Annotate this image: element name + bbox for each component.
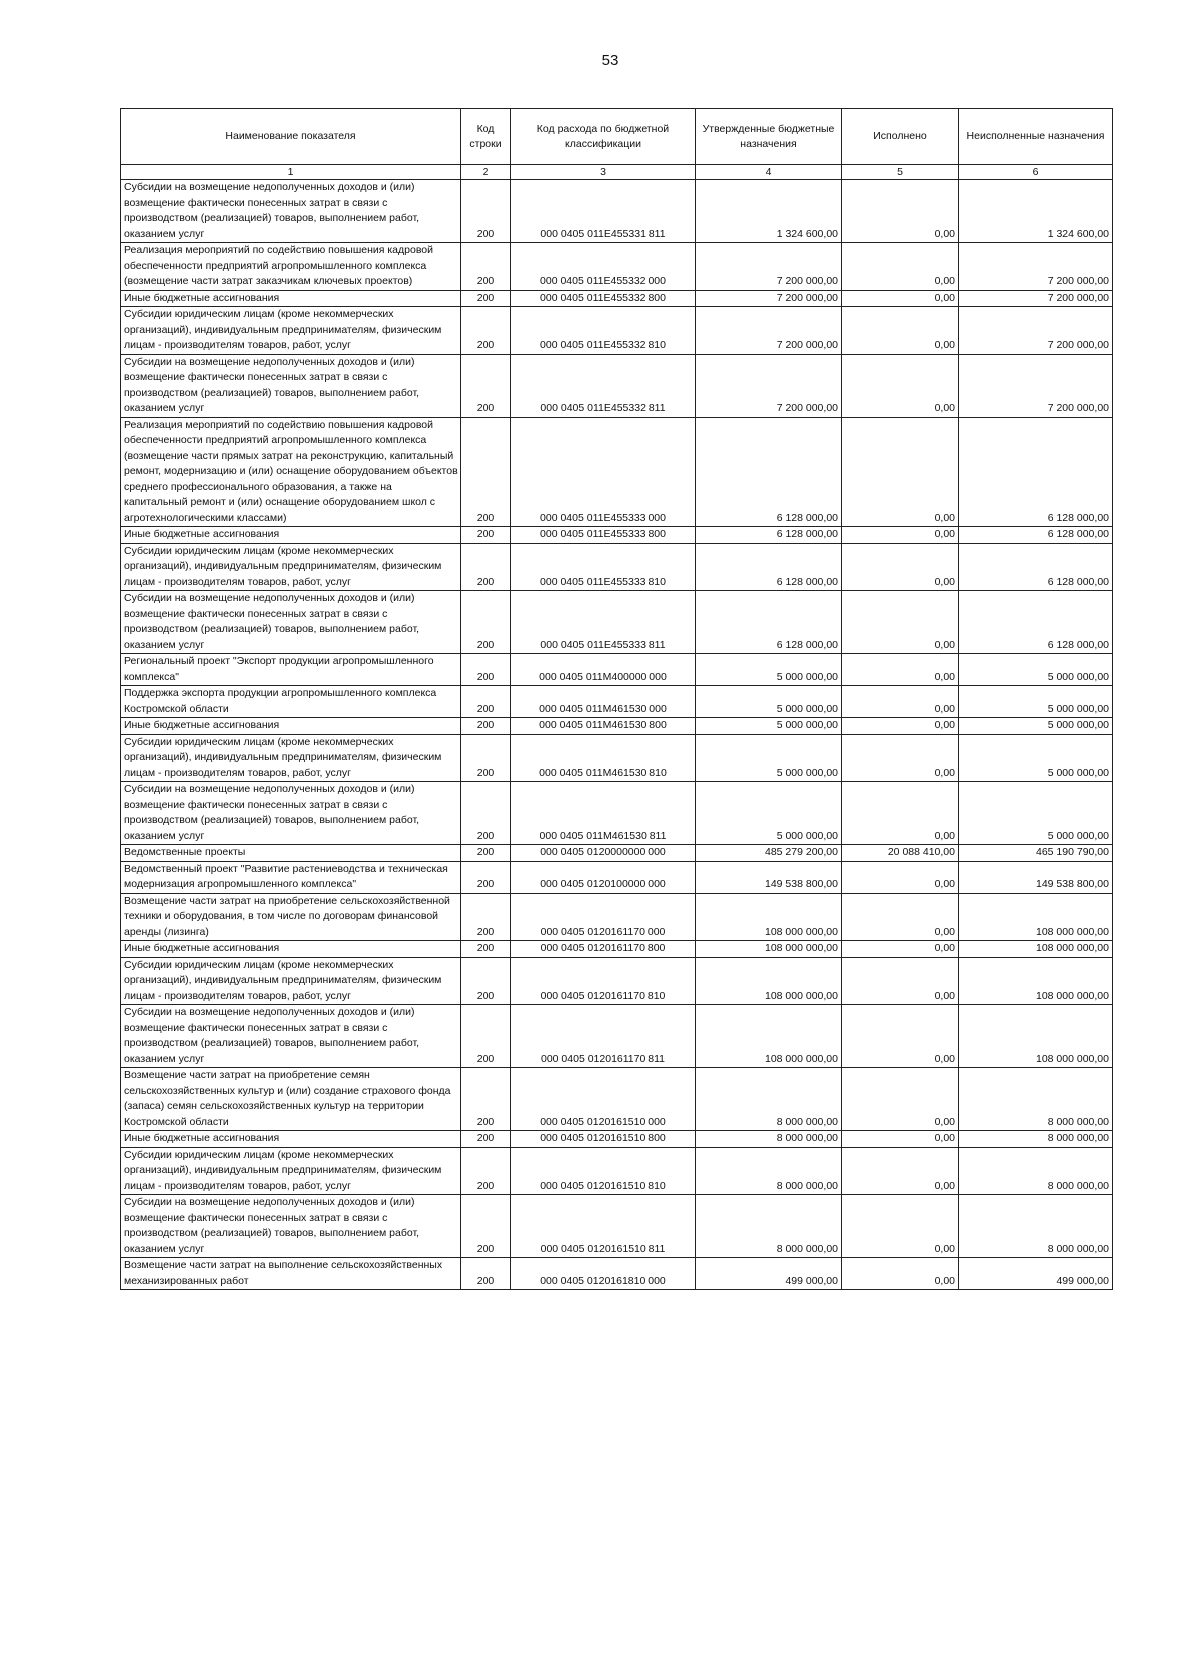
row-line-code: 200 [461, 1147, 511, 1195]
row-line-code: 200 [461, 527, 511, 544]
row-approved: 6 128 000,00 [696, 527, 842, 544]
column-number: 1 [121, 165, 461, 180]
row-budget-code: 000 0405 0120161510 800 [511, 1131, 696, 1148]
column-number-row [121, 165, 1113, 180]
row-approved: 5 000 000,00 [696, 734, 842, 782]
page-number: 53 [601, 52, 619, 69]
row-budget-code: 000 0405 0120161170 000 [511, 893, 696, 941]
table-row [121, 417, 1113, 527]
row-budget-code: 000 0405 0120000000 000 [511, 845, 696, 862]
row-name: Субсидии на возмещение недополученных доходов и (или) возмещение фактически понесенных затрат в связи с производством (реализацией) товаров, выполнением работ, оказанием услуг [121, 354, 461, 417]
row-name: Субсидии на возмещение недополученных доходов и (или) возмещение фактически понесенных затрат в связи с производством (реализацией) товаров, выполнением работ, оказанием услуг [121, 591, 461, 654]
column-number: 5 [842, 165, 959, 180]
row-executed: 20 088 410,00 [842, 845, 959, 862]
row-budget-code: 000 0405 011M461530 811 [511, 782, 696, 845]
column-header: Наименование показателя [121, 109, 461, 165]
row-line-code: 200 [461, 1195, 511, 1258]
row-executed: 0,00 [842, 718, 959, 735]
row-name: Субсидии на возмещение недополученных доходов и (или) возмещение фактически понесенных затрат в связи с производством (реализацией) товаров, выполнением работ, оказанием услуг [121, 1195, 461, 1258]
row-approved: 485 279 200,00 [696, 845, 842, 862]
row-approved: 149 538 800,00 [696, 861, 842, 893]
row-unexecuted: 6 128 000,00 [959, 527, 1113, 544]
row-unexecuted: 7 200 000,00 [959, 243, 1113, 291]
column-number: 2 [461, 165, 511, 180]
row-executed: 0,00 [842, 861, 959, 893]
row-line-code: 200 [461, 941, 511, 958]
row-budget-code: 000 0405 011E455332 000 [511, 243, 696, 291]
row-line-code: 200 [461, 734, 511, 782]
row-line-code: 200 [461, 845, 511, 862]
row-executed: 0,00 [842, 654, 959, 686]
row-line-code: 200 [461, 654, 511, 686]
row-budget-code: 000 0405 011E455332 800 [511, 290, 696, 307]
row-unexecuted: 108 000 000,00 [959, 957, 1113, 1005]
table-row [121, 734, 1113, 782]
row-line-code: 200 [461, 417, 511, 527]
row-executed: 0,00 [842, 1068, 959, 1131]
row-approved: 108 000 000,00 [696, 957, 842, 1005]
row-name: Ведомственный проект "Развитие растениеводства и техническая модернизация агропромышленного комплекса" [121, 861, 461, 893]
row-approved: 5 000 000,00 [696, 718, 842, 735]
row-approved: 5 000 000,00 [696, 654, 842, 686]
row-budget-code: 000 0405 0120161510 810 [511, 1147, 696, 1195]
table-row [121, 686, 1113, 718]
row-line-code: 200 [461, 718, 511, 735]
row-executed: 0,00 [842, 591, 959, 654]
table-row [121, 307, 1113, 355]
column-header: Утвержденные бюджетные назначения [696, 109, 842, 165]
row-unexecuted: 5 000 000,00 [959, 686, 1113, 718]
row-name: Реализация мероприятий по содействию повышения кадровой обеспеченности предприятий агропромышленного комплекса (возмещение части затрат заказчикам ключевых проектов) [121, 243, 461, 291]
table-row [121, 1005, 1113, 1068]
row-unexecuted: 5 000 000,00 [959, 734, 1113, 782]
row-budget-code: 000 0405 011E455333 810 [511, 543, 696, 591]
row-line-code: 200 [461, 893, 511, 941]
row-unexecuted: 108 000 000,00 [959, 941, 1113, 958]
row-budget-code: 000 0405 011E455332 810 [511, 307, 696, 355]
row-executed: 0,00 [842, 243, 959, 291]
row-unexecuted: 149 538 800,00 [959, 861, 1113, 893]
table-row [121, 1258, 1113, 1290]
row-approved: 8 000 000,00 [696, 1068, 842, 1131]
row-unexecuted: 6 128 000,00 [959, 543, 1113, 591]
row-line-code: 200 [461, 591, 511, 654]
row-approved: 1 324 600,00 [696, 180, 842, 243]
row-name: Возмещение части затрат на выполнение сельскохозяйственных механизированных работ [121, 1258, 461, 1290]
row-approved: 8 000 000,00 [696, 1195, 842, 1258]
row-budget-code: 000 0405 0120161510 811 [511, 1195, 696, 1258]
row-budget-code: 000 0405 0120161170 811 [511, 1005, 696, 1068]
row-unexecuted: 499 000,00 [959, 1258, 1113, 1290]
row-executed: 0,00 [842, 1258, 959, 1290]
budget-table [120, 108, 1113, 1290]
column-header: Исполнено [842, 109, 959, 165]
row-approved: 5 000 000,00 [696, 686, 842, 718]
row-approved: 6 128 000,00 [696, 417, 842, 527]
row-budget-code: 000 0405 0120161810 000 [511, 1258, 696, 1290]
row-approved: 7 200 000,00 [696, 243, 842, 291]
row-name: Возмещение части затрат на приобретение семян сельскохозяйственных культур и (или) создание страхового фонда (запаса) семян сельскохозяйственных культур на территории Костромской области [121, 1068, 461, 1131]
row-executed: 0,00 [842, 1005, 959, 1068]
row-name: Региональный проект "Экспорт продукции агропромышленного комплекса" [121, 654, 461, 686]
row-executed: 0,00 [842, 180, 959, 243]
table-row [121, 243, 1113, 291]
column-number: 6 [959, 165, 1113, 180]
row-budget-code: 000 0405 0120161170 810 [511, 957, 696, 1005]
table-row [121, 782, 1113, 845]
row-name: Возмещение части затрат на приобретение сельскохозяйственной техники и оборудования, в том числе по договорам финансовой аренды (лизинга) [121, 893, 461, 941]
row-approved: 8 000 000,00 [696, 1147, 842, 1195]
row-budget-code: 000 0405 011E455332 811 [511, 354, 696, 417]
row-executed: 0,00 [842, 1195, 959, 1258]
row-approved: 8 000 000,00 [696, 1131, 842, 1148]
row-budget-code: 000 0405 011E455331 811 [511, 180, 696, 243]
row-approved: 7 200 000,00 [696, 354, 842, 417]
row-executed: 0,00 [842, 941, 959, 958]
row-executed: 0,00 [842, 1131, 959, 1148]
row-budget-code: 000 0405 011E455333 811 [511, 591, 696, 654]
table-row [121, 1195, 1113, 1258]
row-name: Субсидии юридическим лицам (кроме некоммерческих организаций), индивидуальным предпринимателям, физическим лицам - производителям товаров, работ, услуг [121, 734, 461, 782]
row-budget-code: 000 0405 0120161510 000 [511, 1068, 696, 1131]
row-unexecuted: 8 000 000,00 [959, 1131, 1113, 1148]
table-row [121, 543, 1113, 591]
row-executed: 0,00 [842, 354, 959, 417]
row-executed: 0,00 [842, 893, 959, 941]
column-number: 4 [696, 165, 842, 180]
row-line-code: 200 [461, 290, 511, 307]
row-unexecuted: 8 000 000,00 [959, 1068, 1113, 1131]
row-unexecuted: 5 000 000,00 [959, 654, 1113, 686]
row-executed: 0,00 [842, 307, 959, 355]
column-header: Неисполненные назначения [959, 109, 1113, 165]
row-line-code: 200 [461, 243, 511, 291]
row-line-code: 200 [461, 1068, 511, 1131]
row-budget-code: 000 0405 011M461530 810 [511, 734, 696, 782]
row-name: Иные бюджетные ассигнования [121, 290, 461, 307]
header-row [121, 109, 1113, 165]
row-approved: 7 200 000,00 [696, 307, 842, 355]
table-row [121, 893, 1113, 941]
row-line-code: 200 [461, 782, 511, 845]
row-name: Субсидии юридическим лицам (кроме некоммерческих организаций), индивидуальным предпринимателям, физическим лицам - производителям товаров, работ, услуг [121, 307, 461, 355]
row-name: Поддержка экспорта продукции агропромышленного комплекса Костромской области [121, 686, 461, 718]
row-approved: 499 000,00 [696, 1258, 842, 1290]
table-row [121, 180, 1113, 243]
row-name: Субсидии на возмещение недополученных доходов и (или) возмещение фактически понесенных затрат в связи с производством (реализацией) товаров, выполнением работ, оказанием услуг [121, 180, 461, 243]
row-unexecuted: 5 000 000,00 [959, 718, 1113, 735]
row-executed: 0,00 [842, 1147, 959, 1195]
row-line-code: 200 [461, 354, 511, 417]
row-name: Иные бюджетные ассигнования [121, 1131, 461, 1148]
row-line-code: 200 [461, 307, 511, 355]
row-line-code: 200 [461, 1005, 511, 1068]
table-row [121, 941, 1113, 958]
table-row [121, 845, 1113, 862]
table-body [121, 180, 1113, 1290]
row-name: Субсидии юридическим лицам (кроме некоммерческих организаций), индивидуальным предпринимателям, физическим лицам - производителям товаров, работ, услуг [121, 543, 461, 591]
row-approved: 108 000 000,00 [696, 893, 842, 941]
row-approved: 5 000 000,00 [696, 782, 842, 845]
row-executed: 0,00 [842, 290, 959, 307]
row-name: Субсидии юридическим лицам (кроме некоммерческих организаций), индивидуальным предпринимателям, физическим лицам - производителям товаров, работ, услуг [121, 1147, 461, 1195]
row-line-code: 200 [461, 957, 511, 1005]
row-line-code: 200 [461, 180, 511, 243]
row-unexecuted: 465 190 790,00 [959, 845, 1113, 862]
column-header: Код строки [461, 109, 511, 165]
table-row [121, 654, 1113, 686]
row-budget-code: 000 0405 011E455333 000 [511, 417, 696, 527]
row-unexecuted: 6 128 000,00 [959, 591, 1113, 654]
row-executed: 0,00 [842, 957, 959, 1005]
table-row [121, 861, 1113, 893]
row-approved: 7 200 000,00 [696, 290, 842, 307]
row-line-code: 200 [461, 543, 511, 591]
row-approved: 6 128 000,00 [696, 591, 842, 654]
row-line-code: 200 [461, 861, 511, 893]
row-budget-code: 000 0405 0120161170 800 [511, 941, 696, 958]
row-unexecuted: 7 200 000,00 [959, 290, 1113, 307]
row-executed: 0,00 [842, 527, 959, 544]
table-row [121, 591, 1113, 654]
table-row [121, 1147, 1113, 1195]
row-budget-code: 000 0405 011M461530 800 [511, 718, 696, 735]
row-budget-code: 000 0405 011M400000 000 [511, 654, 696, 686]
row-approved: 6 128 000,00 [696, 543, 842, 591]
row-executed: 0,00 [842, 543, 959, 591]
table-row [121, 527, 1113, 544]
row-approved: 108 000 000,00 [696, 1005, 842, 1068]
row-unexecuted: 7 200 000,00 [959, 307, 1113, 355]
row-name: Иные бюджетные ассигнования [121, 941, 461, 958]
row-executed: 0,00 [842, 782, 959, 845]
row-line-code: 200 [461, 686, 511, 718]
row-line-code: 200 [461, 1131, 511, 1148]
row-name: Субсидии на возмещение недополученных доходов и (или) возмещение фактически понесенных затрат в связи с производством (реализацией) товаров, выполнением работ, оказанием услуг [121, 782, 461, 845]
row-unexecuted: 8 000 000,00 [959, 1147, 1113, 1195]
table-row [121, 718, 1113, 735]
row-name: Субсидии на возмещение недополученных доходов и (или) возмещение фактически понесенных затрат в связи с производством (реализацией) товаров, выполнением работ, оказанием услуг [121, 1005, 461, 1068]
table-row [121, 1131, 1113, 1148]
row-budget-code: 000 0405 0120100000 000 [511, 861, 696, 893]
row-unexecuted: 1 324 600,00 [959, 180, 1113, 243]
row-executed: 0,00 [842, 686, 959, 718]
table-row [121, 290, 1113, 307]
row-name: Реализация мероприятий по содействию повышения кадровой обеспеченности предприятий агропромышленного комплекса (возмещение части прямых затрат на реконструкцию, капитальный ремонт, модернизацию и (или) оснащение оборудованием объектов среднего профессионального образования, а также на капитальный ремонт и (или) оснащение оборудованием школ с агротехнологическими классами) [121, 417, 461, 527]
column-header: Код расхода по бюджетной классификации [511, 109, 696, 165]
row-approved: 108 000 000,00 [696, 941, 842, 958]
row-executed: 0,00 [842, 417, 959, 527]
row-name: Иные бюджетные ассигнования [121, 527, 461, 544]
row-budget-code: 000 0405 011M461530 000 [511, 686, 696, 718]
column-number: 3 [511, 165, 696, 180]
row-name: Иные бюджетные ассигнования [121, 718, 461, 735]
table-row [121, 354, 1113, 417]
row-unexecuted: 108 000 000,00 [959, 1005, 1113, 1068]
row-executed: 0,00 [842, 734, 959, 782]
row-name: Субсидии юридическим лицам (кроме некоммерческих организаций), индивидуальным предпринимателям, физическим лицам - производителям товаров, работ, услуг [121, 957, 461, 1005]
row-unexecuted: 6 128 000,00 [959, 417, 1113, 527]
row-unexecuted: 7 200 000,00 [959, 354, 1113, 417]
row-budget-code: 000 0405 011E455333 800 [511, 527, 696, 544]
row-name: Ведомственные проекты [121, 845, 461, 862]
table-row [121, 957, 1113, 1005]
row-unexecuted: 5 000 000,00 [959, 782, 1113, 845]
row-unexecuted: 8 000 000,00 [959, 1195, 1113, 1258]
table-row [121, 1068, 1113, 1131]
row-unexecuted: 108 000 000,00 [959, 893, 1113, 941]
row-line-code: 200 [461, 1258, 511, 1290]
